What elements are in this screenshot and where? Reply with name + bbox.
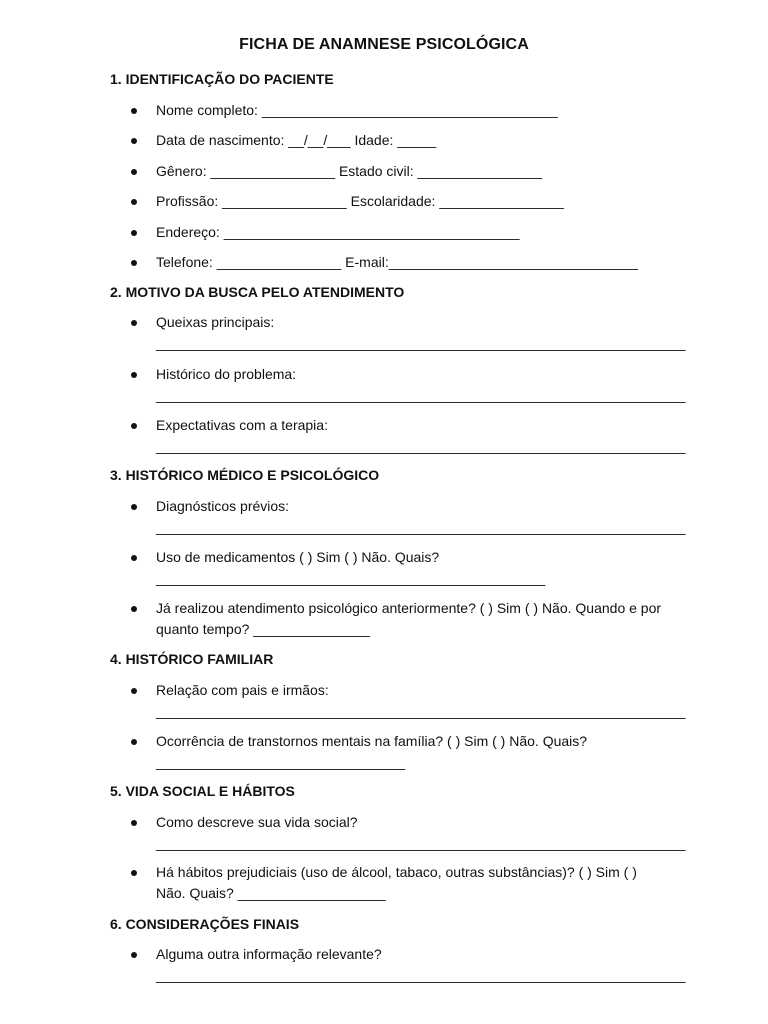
section-2-heading: 2. MOTIVO DA BUSCA PELO ATENDIMENTO [110,284,405,300]
bullet [131,260,137,266]
field-medication-label[interactable]: Uso de medicamentos ( ) Sim ( ) Não. Quais? [156,549,440,565]
section-3-heading: 3. HISTÓRICO MÉDICO E PSICOLÓGICO [110,467,380,483]
bullet [131,108,137,114]
bullet [131,138,137,144]
bullet [131,169,137,175]
field-family-relations-label: Relação com pais e irmãos: [156,682,329,698]
bullet [131,870,137,876]
field-phone-email[interactable]: Telefone: ________________ E-mail:________________________________ [156,254,638,270]
field-previous-diagnoses-label: Diagnósticos prévios: [156,498,290,514]
bullet [131,372,137,378]
field-social-life-line[interactable]: ____________________________________________________________________ [156,835,686,851]
field-previous-diagnoses-line[interactable]: ____________________________________________________________________ [156,519,686,535]
form-title: FICHA DE ANAMNESE PSICOLÓGICA [239,36,529,53]
section-4-heading: 4. HISTÓRICO FAMILIAR [110,651,274,667]
field-main-complaints-label: Queixas principais: [156,314,275,330]
field-family-mental-disorders-line[interactable]: ________________________________ [156,754,406,770]
field-address[interactable]: Endereço: ______________________________________ [156,224,520,240]
field-main-complaints-line[interactable]: ____________________________________________________________________ [156,335,686,351]
field-other-info-line[interactable]: ____________________________________________________________________ [156,967,686,983]
bullet [131,230,137,236]
field-birthdate-age[interactable]: Data de nascimento: __/__/___ Idade: _____ [156,132,437,148]
field-problem-history-line[interactable]: ____________________________________________________________________ [156,387,686,403]
section-1-heading: 1. IDENTIFICAÇÃO DO PACIENTE [110,71,334,87]
bullet [131,952,137,958]
field-profession-education[interactable]: Profissão: ________________ Escolaridade: ________________ [156,193,564,209]
bullet [131,555,137,561]
bullet [131,320,137,326]
field-harmful-habits[interactable]: Há hábitos prejudiciais (uso de álcool, tabaco, outras substâncias)? ( ) Sim ( ) Não. Quais? ___________________ [156,864,637,901]
field-other-info-label: Alguma outra informação relevante? [156,946,382,962]
bullet [131,606,137,612]
field-previous-therapy[interactable]: Já realizou atendimento psicológico anteriormente? ( ) Sim ( ) Não. Quando e por quanto tempo? _______________ [156,600,662,637]
section-5-heading: 5. VIDA SOCIAL E HÁBITOS [110,783,295,799]
bullet [131,820,137,826]
section-6-heading: 6. CONSIDERAÇÕES FINAIS [110,916,300,932]
field-social-life-label: Como descreve sua vida social? [156,814,358,830]
bullet [131,688,137,694]
bullet [131,739,137,745]
field-gender-marital-status[interactable]: Gênero: ________________ Estado civil: ________________ [156,163,543,179]
field-family-mental-disorders-label[interactable]: Ocorrência de transtornos mentais na família? ( ) Sim ( ) Não. Quais? [156,733,588,749]
field-medication-line[interactable]: __________________________________________________ [156,570,546,586]
bullet [131,423,137,429]
field-family-relations-line[interactable]: ____________________________________________________________________ [156,703,686,719]
field-therapy-expectations-line[interactable]: ____________________________________________________________________ [156,438,686,454]
field-therapy-expectations-label: Expectativas com a terapia: [156,417,328,433]
bullet [131,504,137,510]
field-problem-history-label: Histórico do problema: [156,366,297,382]
field-full-name[interactable]: Nome completo: ______________________________________ [156,102,558,118]
bullet [131,199,137,205]
